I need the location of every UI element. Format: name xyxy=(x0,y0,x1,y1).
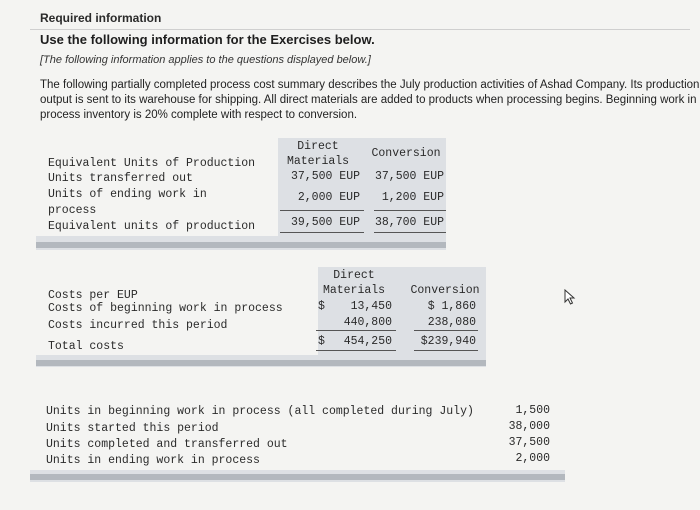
eup-col-conversion: Conversion xyxy=(371,147,441,160)
costs-table-bar xyxy=(36,360,486,366)
eup-table-bar xyxy=(36,242,446,248)
dollar-sign: $ xyxy=(318,335,325,348)
costs-subtotal-line xyxy=(414,330,478,331)
eup-subtotal-line xyxy=(280,210,364,211)
required-information-heading: Required information xyxy=(40,11,162,25)
applies-note: [The following information applies to the questions displayed below.] xyxy=(40,54,371,66)
costs-row-label: Costs incurred this period xyxy=(48,319,228,332)
units-row-value: 38,000 xyxy=(508,420,550,433)
costs-total-conv: $239,940 xyxy=(420,335,476,348)
costs-row-conv: $ 1,860 xyxy=(427,300,476,313)
eup-row-conv: 37,500 EUP xyxy=(374,170,444,183)
eup-total-conv: 38,700 EUP xyxy=(374,216,444,229)
divider xyxy=(30,29,690,30)
eup-row-conv: 1,200 EUP xyxy=(381,191,444,204)
eup-row-label-cont: process xyxy=(48,204,97,217)
units-row-label: Units completed and transferred out xyxy=(46,438,288,451)
units-row-value: 37,500 xyxy=(508,436,550,449)
costs-subtotal-line xyxy=(316,330,396,331)
eup-total-dm: 39,500 EUP xyxy=(290,216,360,229)
instructions-heading: Use the following information for the Exercises below. xyxy=(40,32,375,47)
costs-col-dm-line1: Direct xyxy=(333,269,375,282)
eup-row-dm: 37,500 EUP xyxy=(290,170,360,183)
costs-row-conv: 238,080 xyxy=(427,316,476,329)
eup-col-dm-line2: Materials xyxy=(286,155,350,168)
eup-section-label: Equivalent Units of Production xyxy=(48,157,256,170)
problem-description: The following partially completed process cost summary describes the July production activities of Ashad Company. Its production output is sent to its warehouse for shipping. All direct materials are added to products when processing begins. Beginning work in process inventory is 20% complete with respect to conversion. xyxy=(40,79,700,121)
eup-total-label: Equivalent units of production xyxy=(48,220,256,233)
units-table-bar xyxy=(30,474,565,480)
costs-total-dm: 454,250 xyxy=(343,335,392,348)
eup-row-dm: 2,000 EUP xyxy=(297,191,360,204)
units-row-value: 1,500 xyxy=(515,404,550,417)
eup-col-dm-line1: Direct xyxy=(297,140,339,153)
costs-total-label: Total costs xyxy=(48,340,124,353)
eup-total-line xyxy=(280,232,364,233)
costs-col-conversion: Conversion xyxy=(410,284,480,297)
units-row-value: 2,000 xyxy=(515,452,550,465)
mouse-cursor-icon xyxy=(563,289,577,310)
eup-subtotal-line xyxy=(374,210,446,211)
dollar-sign: $ xyxy=(318,300,325,313)
costs-total-line xyxy=(414,350,478,351)
costs-row-dm: 13,450 xyxy=(350,300,392,313)
costs-row-label: Costs of beginning work in process xyxy=(48,302,283,315)
eup-total-line xyxy=(374,232,446,233)
costs-row-dm: 440,800 xyxy=(343,316,392,329)
costs-col-dm-line2: Materials xyxy=(322,284,386,297)
eup-row-label: Units of ending work in xyxy=(48,188,207,201)
eup-row-label: Units transferred out xyxy=(48,172,193,185)
units-row-label: Units in ending work in process xyxy=(46,454,260,467)
units-row-label: Units in beginning work in process (all completed during July) xyxy=(46,405,474,418)
units-row-label: Units started this period xyxy=(46,422,219,435)
costs-total-line xyxy=(316,350,396,351)
costs-row-label: Costs per EUP xyxy=(48,289,138,302)
